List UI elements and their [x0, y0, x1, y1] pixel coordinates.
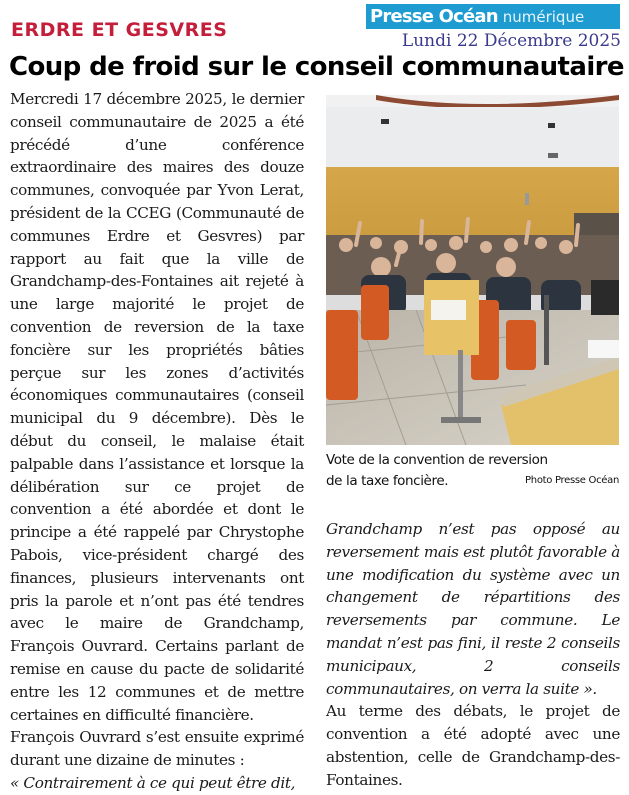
council-vote-photo	[326, 95, 619, 445]
photo-caption	[326, 450, 619, 492]
publication-date: Lundi 22 Décembre 2025	[401, 31, 621, 51]
closing-paragraph: Au terme des débats, le projet de convention a été adopté avec une abstention, celle de Grandchamp-des-Fontaines.	[326, 702, 620, 789]
article-headline: Coup de froid sur le conseil communautaire	[9, 52, 624, 82]
logo-brand: Presse Océan	[370, 6, 498, 27]
section-label: ERDRE ET GESVRES	[11, 19, 228, 41]
publication-logo	[366, 4, 620, 29]
caption-text: Vote de la convention de reversion de la taxe foncière.	[326, 452, 548, 489]
article-column-right	[326, 518, 620, 792]
article-paragraph: Mercredi 17 décembre 2025, le dernier conseil communautaire de 2025 a été précédé d’une conférence extraordinaire des maires des douze communes, convoquée par Yvon Lerat, président de la CCEG (Communauté de communes Erdre et Gesvres) par rapport au fait que la ville de Grandchamp-des-Fontaines ait rejeté à une large majorité le projet de convention de reversion de la taxe foncière sur les propriétés bâties perçue sur les zones d’activités économiques communautaires (conseil municipal du 9 décembre). Dès le début du conseil, le malaise était palpable dans l’assistance et lorsque la délibération sur ce projet de convention a été abordée et dont le principe a été rappelé par Chrystophe Pabois, vice-président chargé des finances, plusieurs intervenants ont pris la parole et n’ont pas été tendres avec le maire de Grandchamp, François Ouvrard. Certains parlant de remise en cause du pacte de solidarité entre les 12 communes et de mettre certaines en difficulté financière.	[10, 90, 304, 724]
quote-start: « Contrairement à ce qui peut être dit,	[10, 773, 296, 792]
quote-continued: Grandchamp n’est pas opposé au reversement mais est plutôt favorable à une modification du système avec un changement de répartitions des reversements par commune. Le mandat n’est pas fini, il reste 2 conseils municipaux, 2 conseils communautaires, on verra la suite ».	[326, 520, 620, 698]
article-column-left	[10, 88, 304, 795]
article-paragraph: François Ouvrard s’est ensuite exprimé durant une dizaine de minutes :	[10, 728, 304, 770]
photo-credit: Photo Presse Océan	[525, 475, 619, 486]
logo-suffix: numérique	[502, 7, 585, 26]
article-photo	[326, 95, 619, 445]
